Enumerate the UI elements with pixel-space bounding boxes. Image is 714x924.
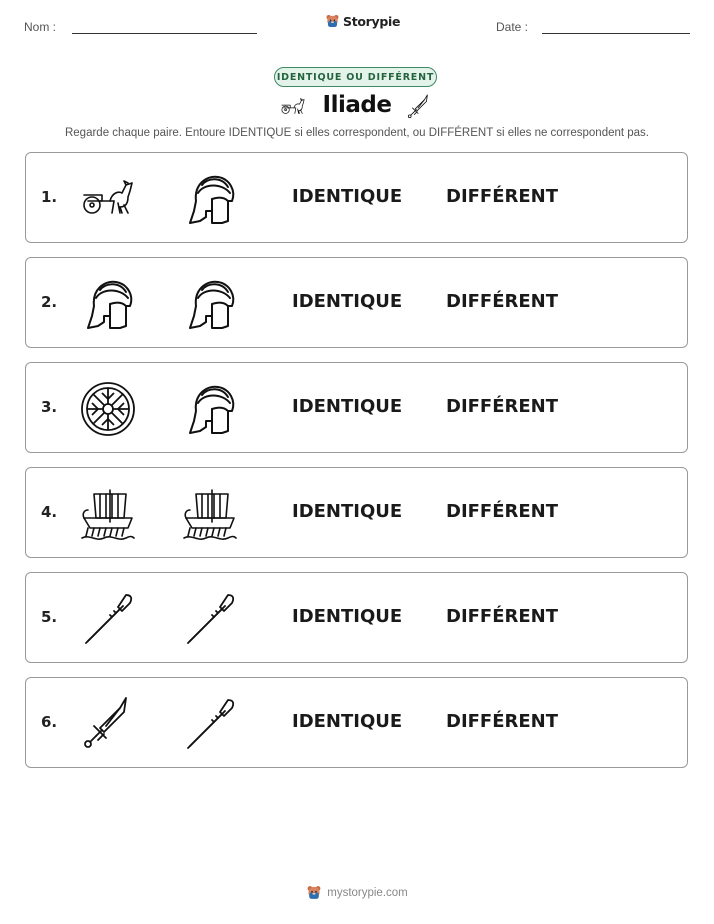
spear-icon (182, 591, 238, 647)
option-different[interactable]: DIFFÉRENT (446, 501, 559, 522)
helmet-icon (182, 381, 238, 437)
brand-name: Storypie (343, 13, 401, 29)
brand-logo (325, 13, 400, 29)
spear-icon (80, 591, 136, 647)
exercise-row (25, 362, 688, 453)
helmet-icon (80, 276, 136, 332)
chariot-icon (80, 171, 136, 227)
option-same[interactable]: IDENTIQUE (292, 711, 403, 732)
date-line[interactable] (542, 33, 690, 34)
row-number: 5. (41, 608, 58, 626)
helmet-icon (182, 276, 238, 332)
date-label: Date : (496, 20, 529, 34)
row-number: 1. (41, 188, 58, 206)
exercise-row (25, 572, 688, 663)
exercise-row (25, 152, 688, 243)
option-same[interactable]: IDENTIQUE (292, 291, 403, 312)
option-same[interactable]: IDENTIQUE (292, 186, 403, 207)
option-same[interactable]: IDENTIQUE (292, 396, 403, 417)
bear-icon (306, 884, 322, 901)
row-number: 6. (41, 713, 58, 731)
page-title: Iliade (322, 92, 392, 118)
option-different[interactable]: DIFFÉRENT (446, 186, 559, 207)
sword-icon (406, 92, 432, 122)
row-number: 2. (41, 293, 58, 311)
ship-icon (80, 486, 136, 542)
exercise-row (25, 257, 688, 348)
name-label: Nom : (24, 20, 57, 34)
worksheet-type-badge: IDENTIQUE OU DIFFÉRENT (274, 67, 437, 87)
option-different[interactable]: DIFFÉRENT (446, 396, 559, 417)
instructions: Regarde chaque paire. Entoure IDENTIQUE si elles correspondent, ou DIFFÉRENT si elles ne correspondent pas. (64, 127, 650, 139)
shield-icon (80, 381, 136, 437)
option-same[interactable]: IDENTIQUE (292, 501, 403, 522)
option-different[interactable]: DIFFÉRENT (446, 291, 559, 312)
title-row (0, 92, 714, 124)
footer-url[interactable]: mystorypie.com (327, 886, 408, 899)
ship-icon (182, 486, 238, 542)
option-different[interactable]: DIFFÉRENT (446, 711, 559, 732)
exercise-row (25, 467, 688, 558)
exercise-row (25, 677, 688, 768)
footer (0, 884, 714, 901)
name-line[interactable] (72, 33, 257, 34)
row-number: 3. (41, 398, 58, 416)
option-different[interactable]: DIFFÉRENT (446, 606, 559, 627)
sword-icon (80, 696, 136, 752)
helmet-icon (182, 171, 238, 227)
bear-icon (325, 13, 340, 29)
row-number: 4. (41, 503, 58, 521)
option-same[interactable]: IDENTIQUE (292, 606, 403, 627)
spear-icon (182, 696, 238, 752)
